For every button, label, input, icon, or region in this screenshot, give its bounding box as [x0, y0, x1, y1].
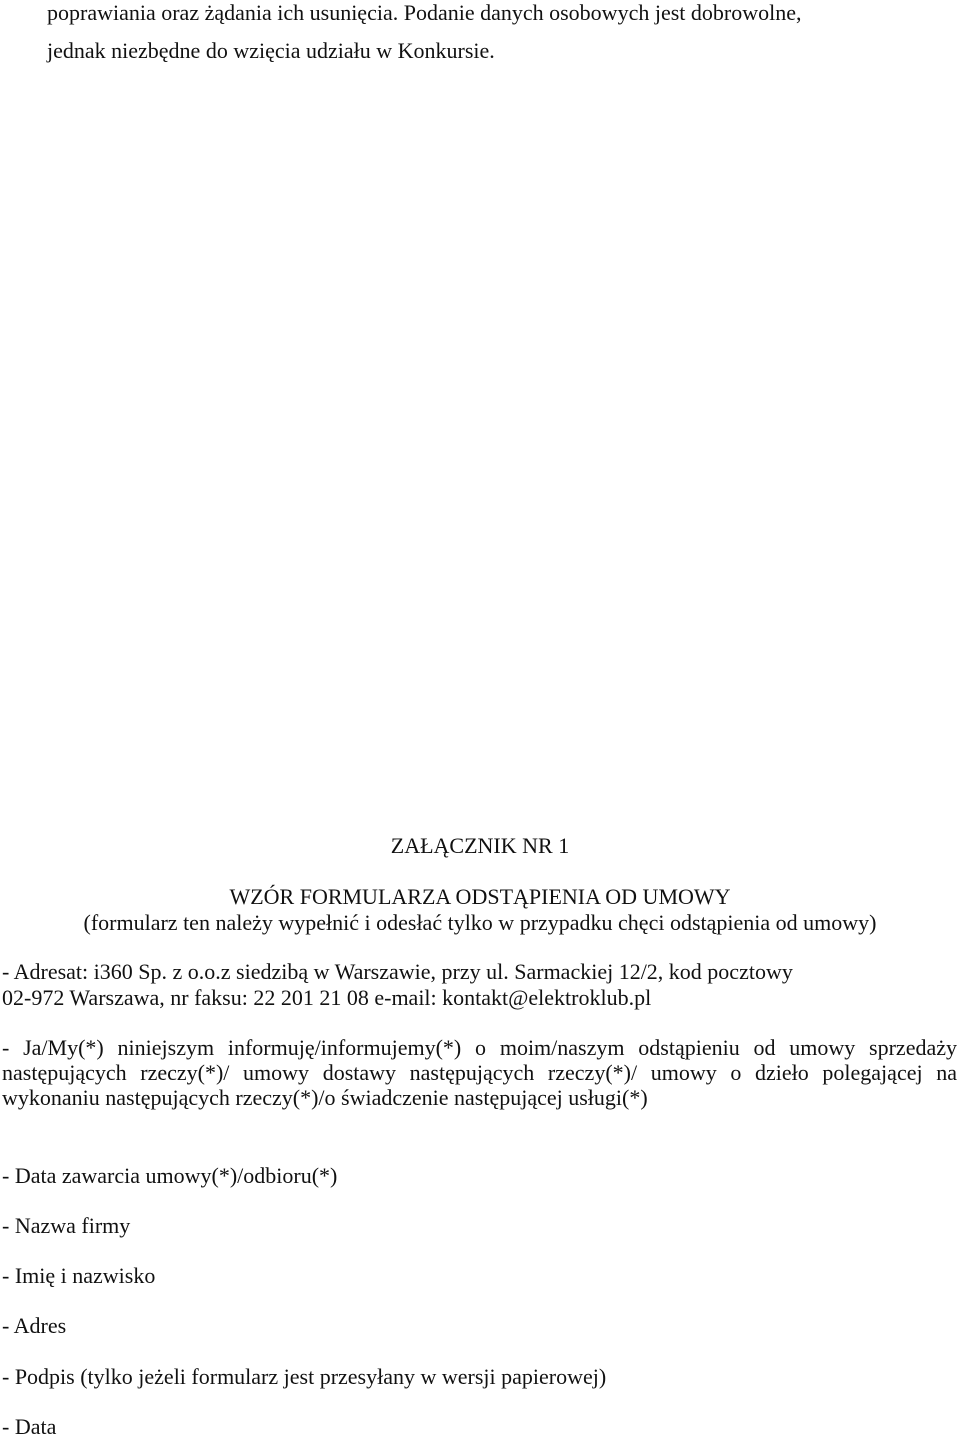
field-full-name: - Imię i nazwisko — [2, 1263, 156, 1288]
field-signature: - Podpis (tylko jeżeli formularz jest przesyłany w wersji papierowej) — [2, 1364, 607, 1389]
addressee-line-1: - Adresat: i360 Sp. z o.o.z siedzibą w Warszawie, przy ul. Sarmackiej 12/2, kod pocztowy — [2, 959, 793, 984]
intro-text-line-1: poprawiania oraz żądania ich usunięcia. Podanie danych osobowych jest dobrowolne, — [47, 0, 802, 25]
field-date: - Data — [2, 1414, 57, 1439]
field-contract-date: - Data zawarcia umowy(*)/odbioru(*) — [2, 1163, 338, 1188]
form-title: WZÓR FORMULARZA ODSTĄPIENIA OD UMOWY — [229, 884, 731, 909]
annex-title: ZAŁĄCZNIK NR 1 — [390, 833, 570, 858]
withdrawal-statement: - Ja/My(*) niniejszym informuję/informujemy(*) o moim/naszym odstąpieniu od umowy sprzedaży następujących rzeczy(*)/ umowy dostawy następujących rzeczy(*)/ umowy o dzieło polegającej na wykonaniu następujących rzeczy(*)/o świadczenie następującej usługi(*) — [2, 1035, 957, 1110]
addressee-line-2: 02-972 Warszawa, nr faksu: 22 201 21 08 e-mail: kontakt@elektroklub.pl — [2, 985, 652, 1010]
field-address: - Adres — [2, 1313, 67, 1338]
field-company-name: - Nazwa firmy — [2, 1213, 131, 1238]
intro-text-line-2: jednak niezbędne do wzięcia udziału w Konkursie. — [47, 38, 495, 63]
form-note: (formularz ten należy wypełnić i odesłać tylko w przypadku chęci odstąpienia od umowy) — [83, 910, 877, 935]
